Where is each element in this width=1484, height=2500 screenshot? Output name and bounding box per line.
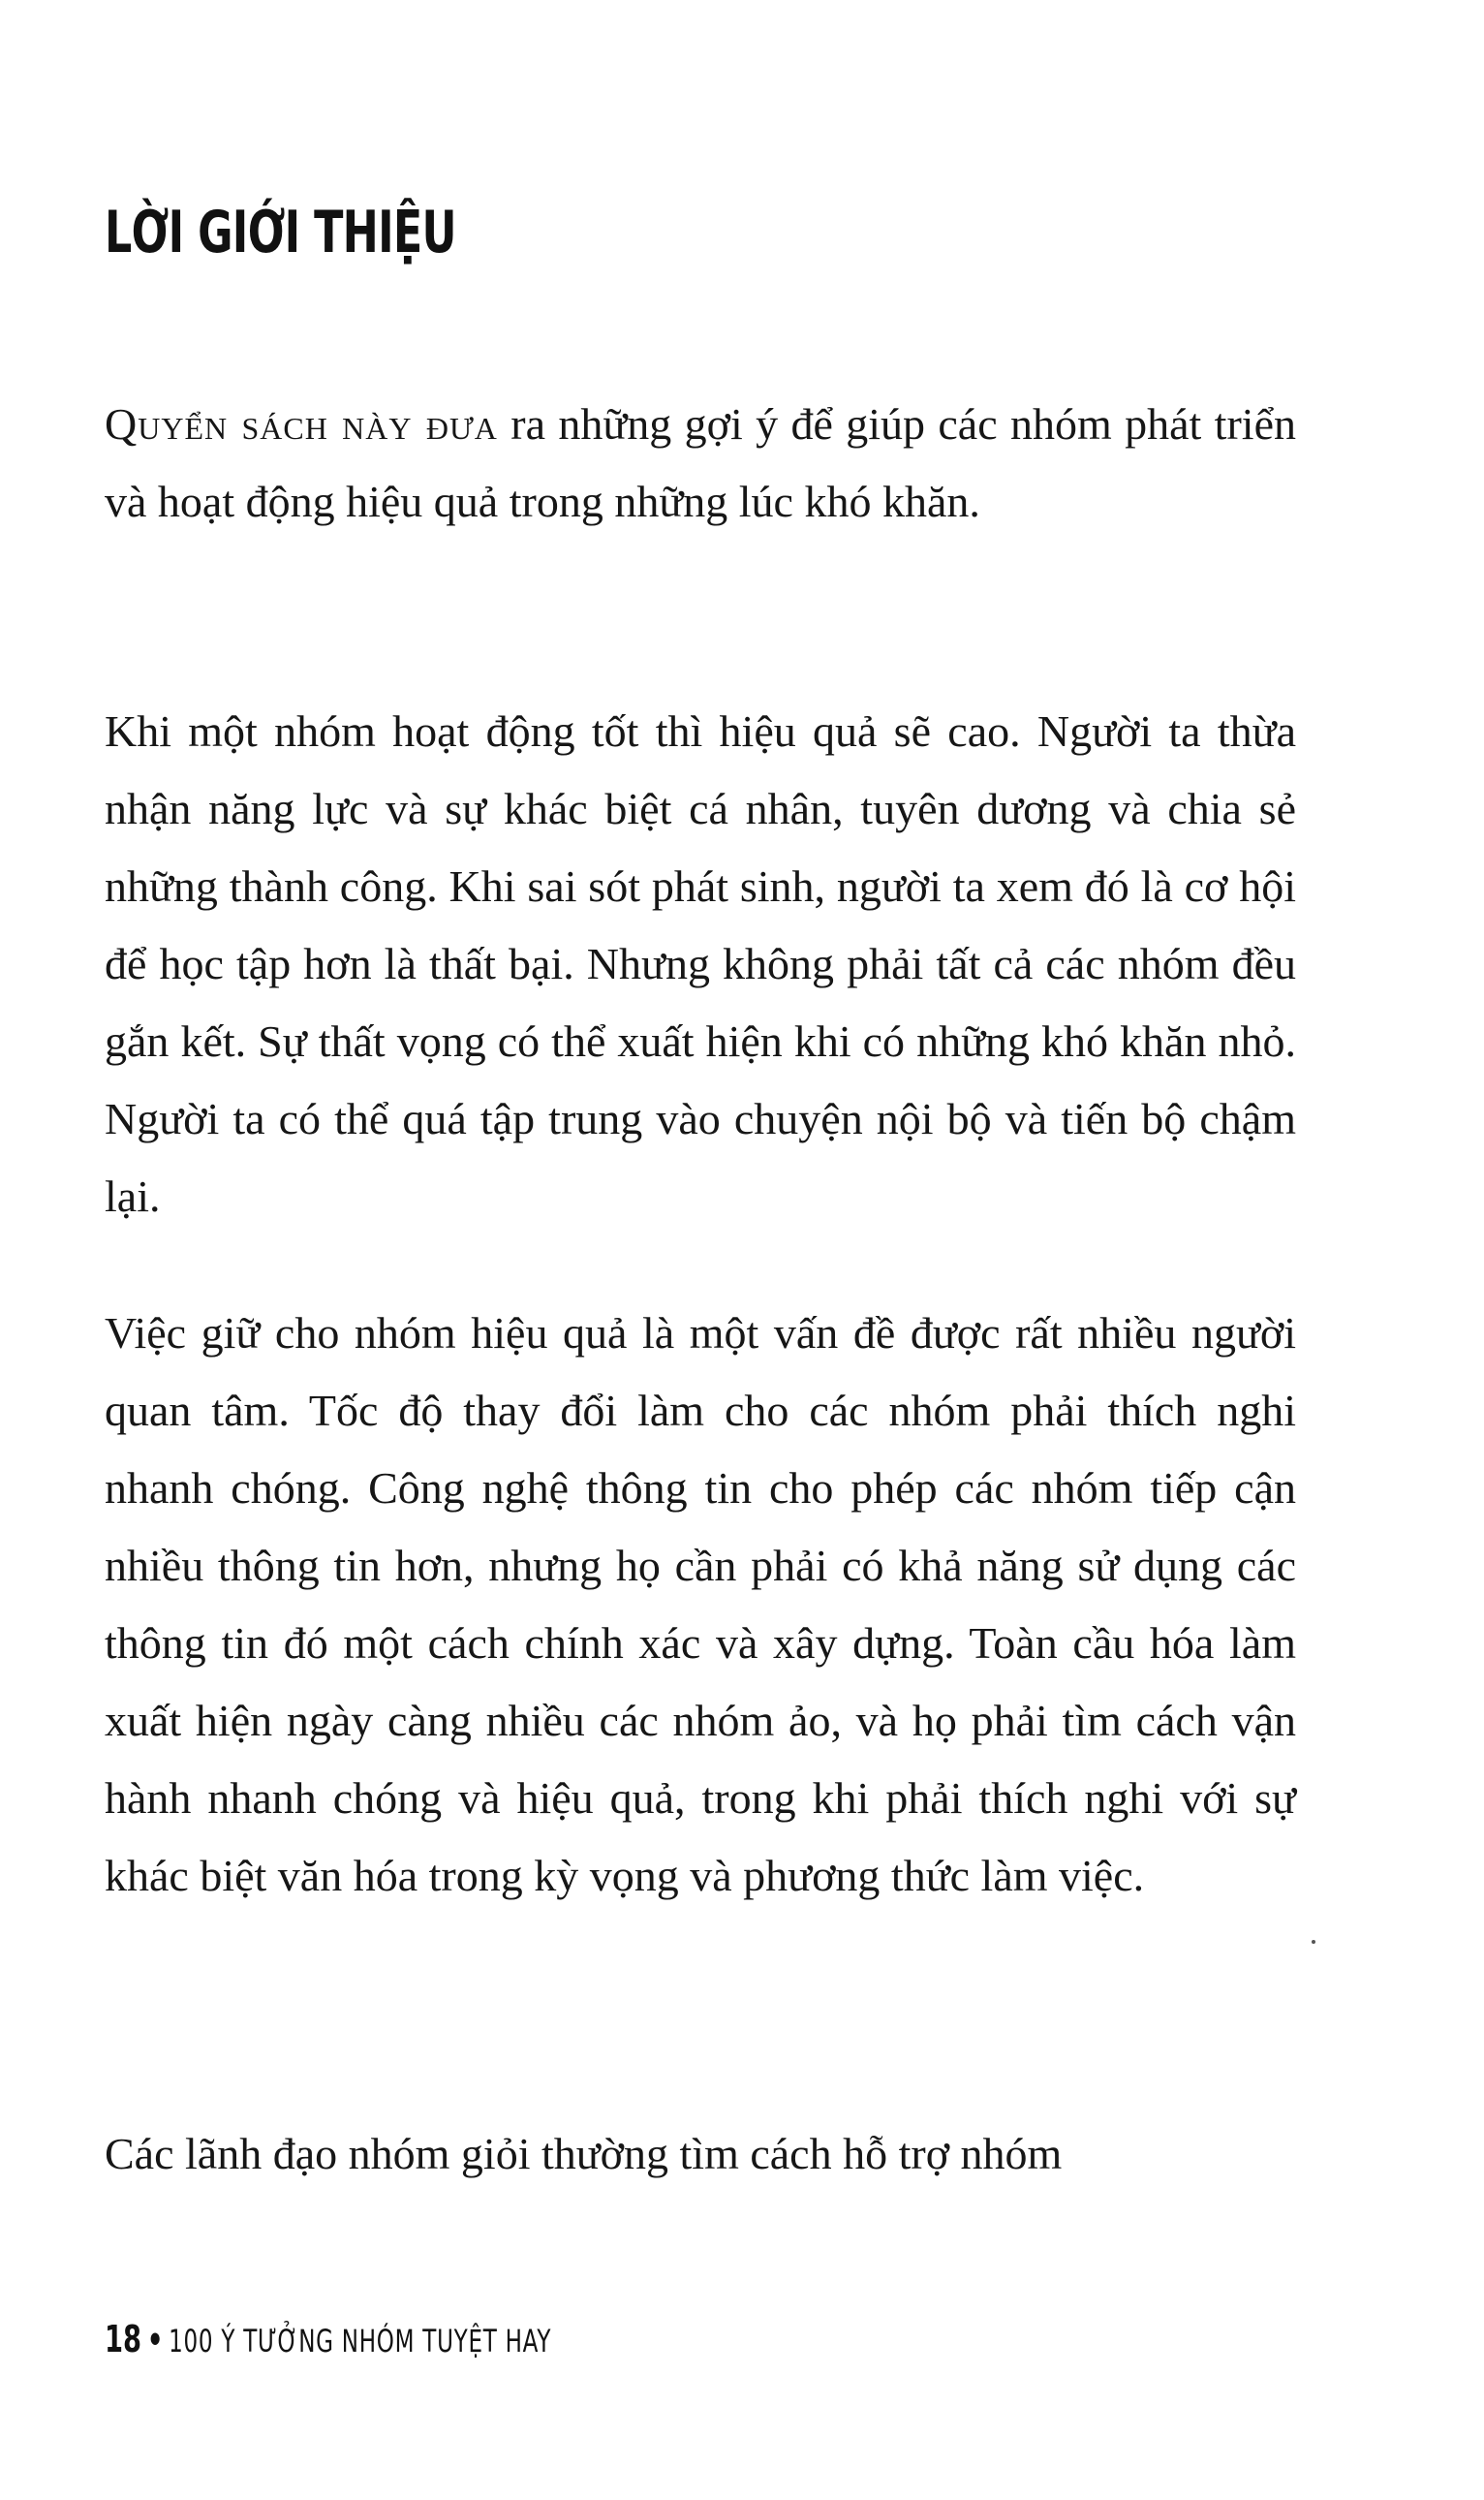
paragraph-3: Việc giữ cho nhóm hiệu quả là một vấn đề được rất nhiều người quan tâm. Tốc độ thay đổi làm cho các nhóm phải thích nghi nhanh chóng. Công nghệ thông tin cho phép các nhóm tiếp cận nhiều thông tin hơn, nhưng họ cần phải có khả năng sử dụng các thông tin đó một cách chính xác và xây dựng. Toàn cầu hóa làm xuất hiện ngày càng nhiều các nhóm ảo, và họ phải tìm cách vận hành nhanh chóng và hiệu quả, trong khi phải thích nghi với sự khác biệt văn hóa trong kỳ vọng và phương thức làm việc.: [105, 1308, 1296, 1900]
paragraph-4: Các lãnh đạo nhóm giỏi thường tìm cách hỗ trợ nhóm: [105, 2129, 1063, 2178]
paragraph-1-lead: Quyển sách này đưa: [105, 399, 498, 449]
page-footer: [105, 2318, 551, 2360]
paragraph-2: Khi một nhóm hoạt động tốt thì hiệu quả sẽ cao. Người ta thừa nhận năng lực và sự khác biệt cá nhân, tuyên dương và chia sẻ những thành công. Khi sai sót phát sinh, người ta xem đó là cơ hội để học tập hơn là thất bại. Nhưng không phải tất cả các nhóm đều gắn kết. Sự thất vọng có thể xuất hiện khi có những khó khăn nhỏ. Người ta có thể quá tập trung vào chuyện nội bộ và tiến bộ chậm lại.: [105, 706, 1296, 1221]
paragraph-1: [105, 386, 1296, 541]
paragraph-1-text: ra những gợi ý để giúp các nhóm phát triển và hoạt động hiệu quả trong những lúc khó khăn.: [105, 399, 1296, 526]
footer-bullet: •: [146, 2321, 164, 2360]
chapter-title: LỜI GIỚI THIỆU: [105, 199, 456, 266]
running-book-title: 100 Ý TƯỞNG NHÓM TUYỆT HAY: [169, 2323, 552, 2359]
page-number: 18: [105, 2318, 142, 2360]
scan-speck: [1312, 1940, 1315, 1944]
